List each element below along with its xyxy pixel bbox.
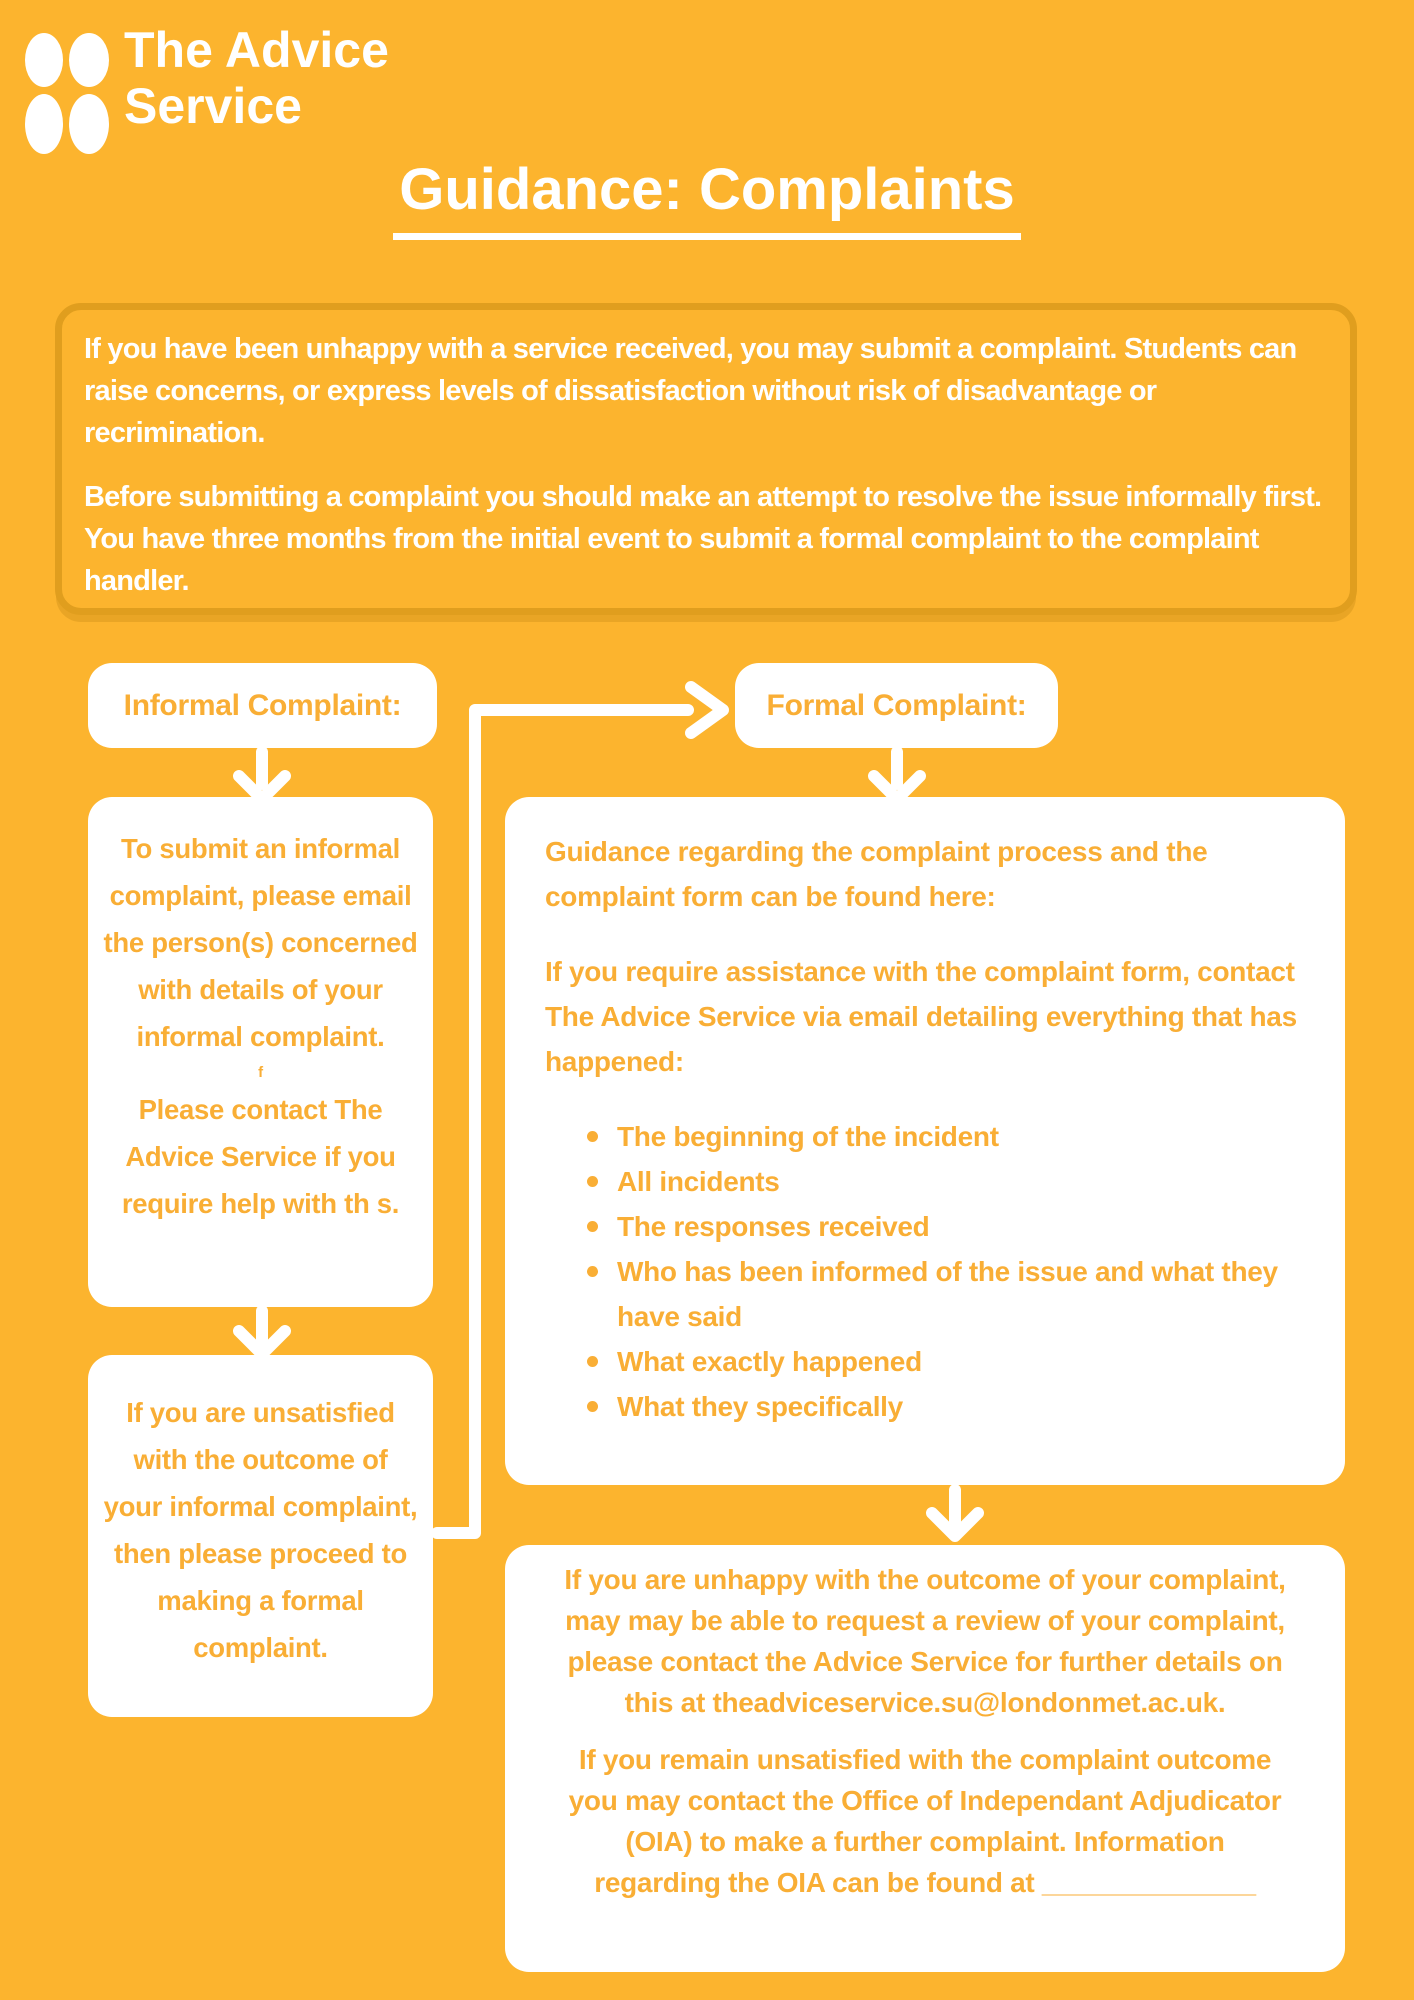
formal-step2-box bbox=[505, 1545, 1345, 1972]
page-title: Guidance: Complaints bbox=[393, 156, 1021, 240]
formal-complaint-header-box bbox=[735, 663, 1058, 748]
arrow-down-formal-header-icon bbox=[874, 752, 920, 799]
bullet-item: Who has been informed of the issue and what they have said bbox=[587, 1249, 1307, 1339]
arrow-down-informal-header-icon bbox=[239, 752, 285, 799]
formal-step1-paragraph-1: Guidance regarding the complaint process and the complaint form can be found here: bbox=[545, 836, 1208, 912]
bullet-item: All incidents bbox=[587, 1159, 1307, 1204]
formal-step2-paragraph-1: If you are unhappy with the outcome of your complaint, may may be able to request a review of your complaint, please contact the Advice Service for further details on this at theadviceservice.su@londonmet.ac.uk. bbox=[564, 1564, 1286, 1718]
bullet-item: What exactly happened bbox=[587, 1339, 1307, 1384]
informal-complaint-header-label: Informal Complaint: bbox=[123, 688, 402, 722]
arrow-down-informal-step1-icon bbox=[239, 1311, 285, 1354]
informal-complaint-header-box bbox=[88, 663, 437, 748]
informal-step1-artifact: f bbox=[258, 1064, 263, 1081]
logo-dots-icon bbox=[24, 32, 114, 158]
informal-step2-box bbox=[88, 1355, 433, 1717]
bullet-item: The beginning of the incident bbox=[587, 1114, 1307, 1159]
informal-step1-paragraph-2: Please contact The Advice Service if you require help with th s. bbox=[121, 1094, 400, 1219]
bullet-item: What they specifically bbox=[587, 1384, 1307, 1429]
intro-paragraph-2: Before submitting a complaint you should make an attempt to resolve the issue informally first. You have three months from the initial event to submit a formal complaint to the complaint handler. bbox=[84, 481, 1322, 597]
logo-wordmark bbox=[124, 22, 389, 134]
informal-step1-paragraph-1: To submit an informal complaint, please email the person(s) concerned with details of your informal complaint. bbox=[103, 833, 418, 1052]
arrow-down-formal-step1-icon bbox=[932, 1490, 978, 1536]
bullet-item: The responses received bbox=[587, 1204, 1307, 1249]
intro-paragraph-1: If you have been unhappy with a service received, you may submit a complaint. Students can raise concerns, or express levels of dissatisfaction without risk of disadvantage or recrimination. bbox=[84, 333, 1297, 449]
intro-box bbox=[55, 303, 1357, 615]
logo-line1: The Advice bbox=[124, 22, 389, 78]
formal-step2-paragraph-2: If you remain unsatisfied with the complaint outcome you may contact the Office of Independant Adjudicator (OIA) to make a further complaint. Information regarding the OIA can be found at ______________ bbox=[568, 1744, 1282, 1898]
informal-step1-box bbox=[88, 797, 433, 1307]
formal-step1-box bbox=[505, 797, 1345, 1485]
formal-step1-paragraph-2: If you require assistance with the complaint form, contact The Advice Service via email detailing everything that has happened: bbox=[545, 956, 1297, 1077]
incident-bullet-list bbox=[545, 1114, 1307, 1429]
informal-step2-text: If you are unsatisfied with the outcome of your informal complaint, then please proceed to making a formal complaint. bbox=[103, 1397, 418, 1663]
formal-complaint-header-label: Formal Complaint: bbox=[766, 688, 1027, 722]
title-wrap bbox=[0, 156, 1414, 240]
logo-line2: Service bbox=[124, 78, 302, 134]
